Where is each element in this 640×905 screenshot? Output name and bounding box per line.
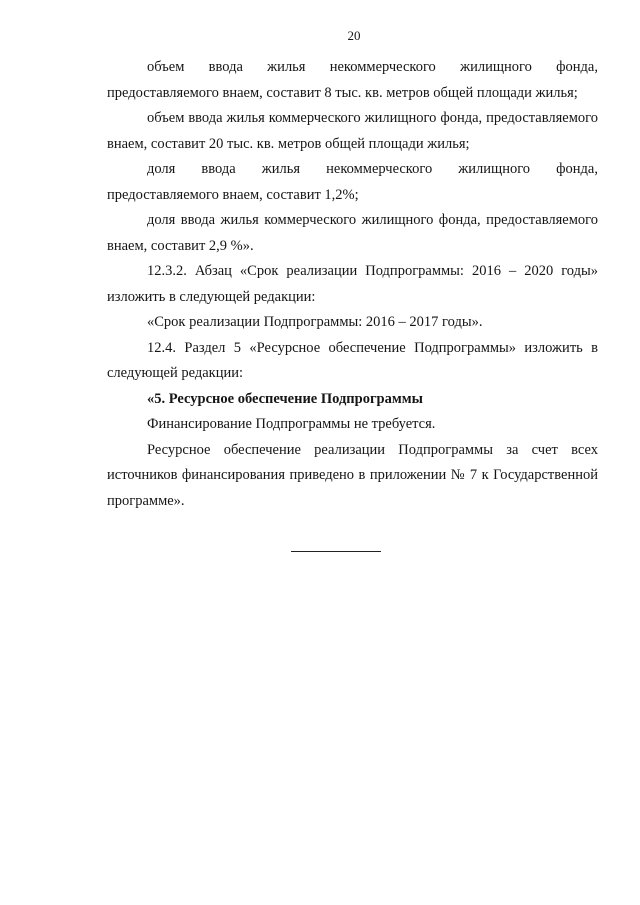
page-number: 20	[347, 28, 361, 43]
paragraph-funding-sources: Ресурсное обеспечение реализации Подпрограммы за счет всех источников финансирования приведено в приложении № 7 к Государственной программе».	[107, 441, 598, 509]
paragraph-amendment-12-3-2: 12.3.2. Абзац «Срок реализации Подпрограммы: 2016 – 2020 годы» изложить в следующей редакции:	[107, 263, 598, 305]
paragraph-commercial-housing-share: доля ввода жилья коммерческого жилищного фонда, предоставляемого внаем, составит 2,9 %».	[107, 212, 598, 254]
paragraph-noncommercial-housing-volume: объем ввода жилья некоммерческого жилищного фонда, предоставляемого внаем, составит 8 тыс. кв. метров общей площади жилья;	[107, 59, 598, 101]
paragraph-new-term-text: «Срок реализации Подпрограммы: 2016 – 2017 годы».	[147, 314, 483, 330]
paragraph-commercial-housing-volume: объем ввода жилья коммерческого жилищного фонда, предоставляемого внаем, составит 20 тыс. кв. метров общей площади жилья;	[107, 110, 598, 152]
paragraph-amendment-12-4: 12.4. Раздел 5 «Ресурсное обеспечение Подпрограммы» изложить в следующей редакции:	[107, 339, 598, 381]
closing-rule	[291, 551, 381, 552]
section-heading-resources: «5. Ресурсное обеспечение Подпрограммы	[147, 390, 423, 407]
paragraph-no-funding-required: Финансирование Подпрограммы не требуется.	[147, 416, 436, 432]
paragraph-noncommercial-housing-share: доля ввода жилья некоммерческого жилищного фонда, предоставляемого внаем, составит 1,2%;	[107, 161, 598, 203]
